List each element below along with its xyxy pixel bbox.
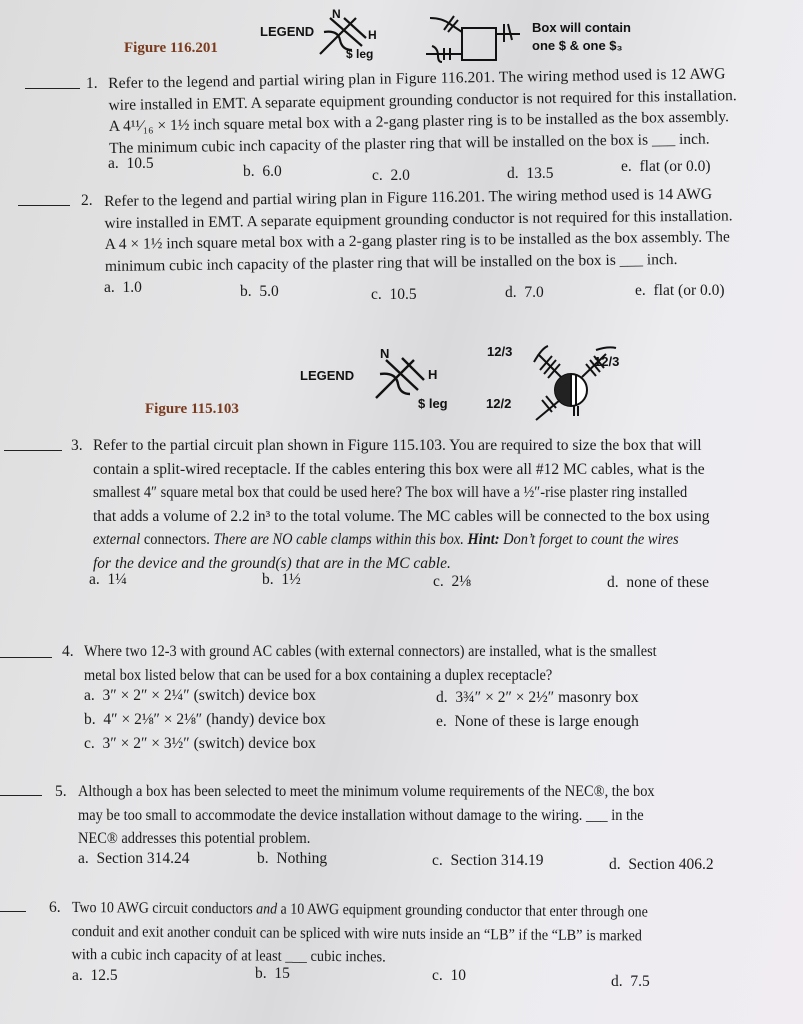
option-text: Section 314.19 — [450, 852, 544, 869]
option-letter: c. — [432, 852, 443, 869]
option-text: 3″ × 2″ × 3½″ (switch) device box — [102, 735, 316, 752]
question-4 — [0, 640, 803, 690]
legend-h-label: H — [428, 367, 438, 382]
question-text-line: wire installed in EMT. A separate equipment grounding conductor is not required for this installation. — [108, 86, 737, 114]
question-text-line: Refer to the partial circuit plan shown in Figure 115.103. You are required to size the box that will — [93, 437, 702, 454]
option-2b[interactable] — [240, 283, 279, 301]
question-text-line: A 4¹¹⁄₁₆ × 1½ inch square metal box with a 2-gang plaster ring is to be installed as the box assembly. — [108, 108, 730, 135]
option-1d[interactable] — [507, 165, 554, 183]
option-text: Nothing — [276, 850, 328, 867]
option-letter: c. — [371, 286, 382, 303]
option-letter: b. — [262, 571, 274, 588]
option-4d[interactable] — [436, 689, 639, 707]
option-2c[interactable] — [371, 286, 417, 304]
option-text: none of these — [626, 574, 710, 591]
option-4e[interactable] — [436, 713, 639, 731]
emphasis-text: and — [256, 900, 278, 918]
option-text: 15 — [274, 965, 290, 982]
option-2d[interactable] — [505, 284, 544, 302]
option-text: 6.0 — [262, 163, 282, 180]
option-letter: d. — [505, 284, 517, 301]
answer-blank-6[interactable] — [0, 911, 26, 912]
cable-label-top-left: 12/3 — [487, 344, 513, 359]
question-text-line: minimum cubic inch capacity of the plaster ring that will be installed on the box is ___ inch. — [104, 250, 678, 275]
junction-box-plan-icon — [420, 10, 520, 68]
option-letter: c. — [372, 167, 383, 184]
legend-leg-label: $ leg — [418, 396, 448, 411]
question-text-line — [84, 640, 706, 664]
answer-blank-1[interactable] — [25, 88, 80, 89]
option-6b[interactable] — [255, 965, 290, 983]
option-text: 10.5 — [389, 286, 417, 303]
answer-blank-2[interactable] — [18, 205, 70, 206]
question-text-line: contain a split-wired receptacle. If the cables entering this box were all #12 MC cables, what is the — [93, 460, 705, 478]
option-letter: e. — [621, 158, 632, 175]
question-number: 2. — [81, 192, 93, 209]
option-letter: c. — [433, 573, 444, 590]
option-4b[interactable] — [84, 711, 326, 729]
question-text-line-condensed: smallest 4″ square metal box that could be used here? The box will have a ½″-rise plaster ring installed — [93, 484, 688, 501]
option-5b[interactable] — [257, 850, 327, 868]
option-text: None of these is large enough — [454, 713, 639, 730]
option-1c[interactable] — [372, 167, 410, 185]
question-number: 6. — [49, 899, 61, 916]
question-5 — [0, 780, 803, 850]
question-text-line: Refer to the legend and partial wiring plan in Figure 116.201. The wiring method used is 14 AWG — [104, 185, 713, 210]
option-5a[interactable] — [78, 850, 190, 868]
option-text: 2.0 — [390, 167, 410, 184]
option-letter: a. — [89, 571, 100, 588]
answer-blank-4[interactable] — [0, 657, 52, 658]
option-letter: e. — [436, 713, 447, 730]
question-text: a 10 AWG equipment grounding conductor that enter through one — [277, 900, 648, 921]
option-letter: a. — [108, 155, 119, 172]
legend-title: LEGEND — [260, 24, 315, 39]
option-letter: d. — [436, 689, 448, 706]
box-note-line2: one $ & one $₃ — [532, 38, 623, 53]
option-4a[interactable] — [84, 687, 316, 705]
legend-title: LEGEND — [300, 368, 355, 383]
option-3d[interactable] — [607, 574, 709, 592]
question-text-line — [78, 780, 698, 804]
option-5d[interactable] — [609, 856, 714, 874]
hint-text: for the device and the ground(s) that are in the MC cable. — [93, 554, 451, 572]
hint-text: Don’t forget to count the wires — [499, 531, 679, 548]
option-6c[interactable] — [432, 967, 466, 985]
option-text: flat (or 0.0) — [639, 158, 711, 175]
question-text-line: The minimum cubic inch capacity of the plaster ring that will be installed on the box is ___ inch. — [109, 130, 710, 157]
question-number: 5. — [55, 783, 67, 800]
question-text-line-condensed: with a cubic inch capacity of at least ___ cubic inches. — [71, 945, 386, 966]
question-text-line-condensed: Although a box has been selected to meet the minimum volume requirements of the NEC®, the box — [78, 783, 655, 800]
option-2a[interactable] — [104, 279, 142, 297]
question-text-line-condensed: Where two 12-3 with ground AC cables (with external connectors) are installed, what is the smallest — [84, 643, 657, 660]
legend-n-label: N — [380, 346, 390, 361]
option-letter: a. — [104, 279, 115, 296]
question-text-line: A 4 × 1½ inch square metal box with a 2-gang plaster ring is to be installed as the box assembly. The — [104, 228, 730, 253]
cable-label-bottom-left: 12/2 — [486, 396, 512, 411]
option-letter: c. — [432, 967, 443, 984]
question-text: connectors. — [140, 531, 214, 548]
question-text-line — [78, 804, 698, 828]
option-6d[interactable] — [611, 973, 650, 991]
option-text: 5.0 — [259, 283, 279, 300]
option-text: 3¾″ × 2″ × 2½″ masonry box — [455, 689, 639, 706]
option-1b[interactable] — [243, 163, 282, 181]
question-text-line — [93, 528, 732, 552]
question-text-line-condensed: may be too small to accommodate the device installation without damage to the wiring. ___ in the — [78, 806, 644, 824]
option-letter: a. — [72, 967, 83, 984]
box-note-line1: Box will contain — [532, 20, 631, 35]
question-text-line — [93, 552, 732, 576]
option-letter: d. — [507, 165, 519, 182]
question-text-line: wire installed in EMT. A separate equipment grounding conductor is not required for this installation. — [104, 206, 733, 232]
option-3c[interactable] — [433, 573, 471, 591]
option-letter: a. — [84, 687, 95, 704]
question-text-line-condensed: conduit and exit another conduit can be spliced with wire nuts inside an “LB” if the “LB” is marked — [71, 922, 643, 944]
option-letter: b. — [243, 163, 255, 180]
question-6 — [0, 896, 803, 966]
question-text: Two 10 AWG circuit conductors — [71, 898, 257, 918]
option-text: 4″ × 2⅛″ × 2⅛″ (handy) device box — [103, 711, 326, 728]
figure-115-103-caption: Figure 115.103 — [145, 401, 239, 417]
option-6a[interactable] — [72, 967, 118, 985]
answer-blank-3[interactable] — [4, 450, 62, 451]
option-letter: d. — [609, 856, 621, 873]
option-text: 1½ — [281, 571, 301, 588]
option-text: 13.5 — [526, 165, 554, 182]
question-text-line — [84, 664, 706, 688]
option-letter: d. — [607, 574, 619, 591]
emphasis-text: There are NO cable clamps within this box. — [213, 531, 468, 548]
option-letter: e. — [635, 282, 646, 299]
option-letter: b. — [240, 283, 252, 300]
option-text: flat (or 0.0) — [653, 282, 725, 299]
option-letter: b. — [84, 711, 96, 728]
option-text: Section 314.24 — [96, 850, 190, 867]
question-text-line: Refer to the legend and partial wiring plan in Figure 116.201. The wiring method used is 12 AWG — [108, 65, 726, 92]
option-text: 2⅛ — [451, 573, 471, 590]
question-number: 1. — [86, 75, 98, 92]
option-3b[interactable] — [262, 571, 301, 589]
option-text: 1¼ — [107, 571, 127, 588]
legend-h-label: H — [368, 28, 377, 42]
emphasis-text: external — [93, 531, 141, 548]
cable-label-top-right: 12/3 — [594, 354, 620, 369]
question-text-line-condensed: metal box listed below that can be used for a box containing a duplex receptacle? — [84, 666, 553, 684]
question-text-line-condensed: NEC® addresses this potential problem. — [78, 830, 311, 847]
option-text: 10 — [450, 967, 467, 984]
option-5c[interactable] — [432, 852, 544, 870]
option-text: 1.0 — [122, 279, 142, 296]
legend-n-label: N — [332, 7, 341, 21]
option-text: 12.5 — [90, 967, 118, 984]
option-2e[interactable] — [635, 282, 725, 300]
option-letter: b. — [257, 850, 269, 867]
option-text: Section 406.2 — [628, 856, 714, 873]
option-letter: a. — [78, 850, 89, 867]
option-text: 7.5 — [630, 973, 650, 990]
figure-116-201-caption: Figure 116.201 — [124, 40, 218, 56]
hint-label: Hint: — [467, 531, 500, 548]
question-number: 3. — [71, 437, 83, 454]
option-text: 10.5 — [126, 155, 154, 172]
answer-blank-5[interactable] — [0, 795, 42, 796]
option-3a[interactable] — [89, 571, 127, 589]
option-4c[interactable] — [84, 735, 316, 753]
option-1a[interactable] — [108, 155, 154, 173]
question-text-line — [93, 481, 732, 505]
option-letter: d. — [611, 973, 623, 990]
option-text: 3″ × 2″ × 2¼″ (switch) device box — [102, 687, 316, 704]
option-1e[interactable] — [621, 158, 711, 176]
option-letter: c. — [84, 735, 95, 752]
question-number: 4. — [62, 643, 74, 660]
question-text-line: that adds a volume of 2.2 in³ to the total volume. The MC cables will be connected to the box using — [93, 507, 710, 525]
option-text: 7.0 — [524, 284, 544, 301]
question-text-line — [78, 827, 698, 851]
option-letter: b. — [255, 965, 267, 982]
legend-leg-label: $ leg — [346, 47, 374, 61]
